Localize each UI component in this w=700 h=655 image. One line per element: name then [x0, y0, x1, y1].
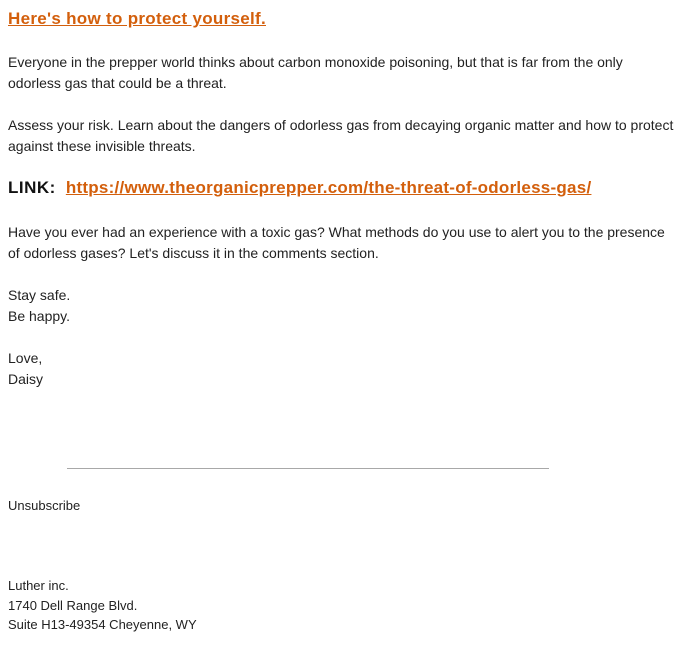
assess-paragraph: Assess your risk. Learn about the dangers of odorless gas from decaying organic matter and how to protect against these invisible threats. [8, 117, 674, 154]
question-paragraph: Have you ever had an experience with a toxic gas? What methods do you use to alert you to the presence of odorless gases? Let's discuss it in the comments section. [8, 224, 665, 261]
closing-block [8, 348, 43, 390]
article-link[interactable]: https://www.theorganicprepper.com/the-threat-of-odorless-gas/ [65, 178, 592, 197]
footer-divider [67, 468, 549, 469]
headline-link[interactable]: Here's how to protect yourself. [8, 9, 266, 28]
signoff-line-1: Stay safe. [8, 287, 71, 303]
company-name: Luther inc. [8, 578, 69, 593]
footer-address [8, 576, 197, 635]
link-label: LINK: [8, 178, 56, 197]
signoff-block [8, 285, 70, 327]
intro-paragraph: Everyone in the prepper world thinks about carbon monoxide poisoning, but that is far from the only odorless gas that could be a threat. [8, 54, 623, 91]
link-row [8, 178, 591, 198]
unsubscribe-link[interactable]: Unsubscribe [8, 498, 81, 513]
closing-text: Love, [8, 350, 43, 366]
street-address: 1740 Dell Range Blvd. [8, 597, 138, 613]
email-body [8, 0, 678, 632]
author-name: Daisy [8, 371, 44, 387]
signoff-line-2: Be happy. [8, 308, 71, 324]
city-address: Suite H13-49354 Cheyenne, WY [8, 617, 197, 632]
